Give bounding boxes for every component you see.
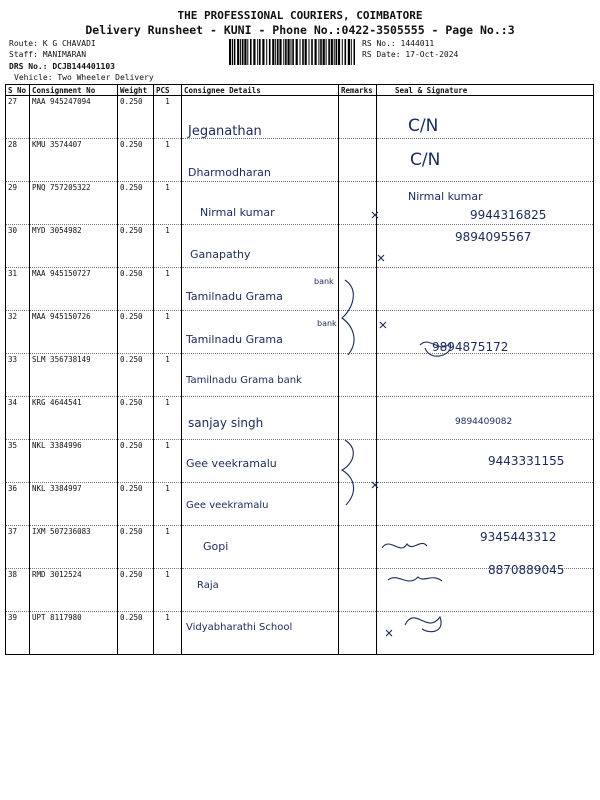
cell-weight: 0.250 — [118, 354, 154, 397]
handwritten-signature: 9443331155 — [488, 454, 565, 468]
cell-consignment-no: NKL 3384996 — [30, 440, 118, 483]
company-title: THE PROFESSIONAL COURIERS, COIMBATORE — [177, 9, 423, 22]
cell-weight: 0.250 — [118, 397, 154, 440]
cell-remarks — [339, 354, 377, 397]
cell-sno: 37 — [6, 526, 30, 569]
handwritten-signature: 9894095567 — [455, 230, 532, 244]
cell-sno: 29 — [6, 182, 30, 225]
cell-consignment-no: MAA 945247094 — [30, 96, 118, 139]
cell-sno: 27 — [6, 96, 30, 139]
cell-signature — [377, 483, 594, 526]
cell-sno: 32 — [6, 311, 30, 354]
table-header-row — [6, 85, 594, 96]
handwritten-consignee: sanjay singh — [188, 416, 264, 430]
cell-remarks — [339, 225, 377, 268]
cell-sno: 36 — [6, 483, 30, 526]
cell-weight: 0.250 — [118, 569, 154, 612]
handwritten-signature: Nirmal kumar — [408, 190, 483, 203]
handwritten-signature: C/N — [408, 116, 439, 136]
handwritten-consignee: Tamilnadu Grama — [186, 333, 283, 346]
handwritten-signature: 9894409082 — [455, 417, 513, 427]
cell-pcs: 1 — [154, 354, 182, 397]
cell-consignment-no: KMU 3574407 — [30, 139, 118, 182]
handwritten-signature: 9944316825 — [470, 208, 547, 222]
cell-consignment-no: KRG 4644541 — [30, 397, 118, 440]
col-header-pcs: PCS — [154, 85, 182, 96]
cell-sno: 33 — [6, 354, 30, 397]
handwritten-consignee: Tamilnadu Grama bank — [186, 375, 302, 386]
handwritten-consignee: Raja — [197, 580, 219, 591]
handwritten-consignee: Gee veekramalu — [186, 457, 277, 470]
cell-sno: 30 — [6, 225, 30, 268]
col-header-signature: Seal & Signature — [377, 85, 594, 96]
handwritten-consignee: Vidyabharathi School — [186, 622, 293, 633]
cell-remarks — [339, 311, 377, 354]
cell-pcs: 1 — [154, 268, 182, 311]
handwritten-signature: 9894875172 — [432, 340, 509, 354]
table-row — [6, 139, 594, 182]
handwritten-consignee: bank — [314, 277, 334, 286]
col-header-weight: Weight — [118, 85, 154, 96]
cell-pcs: 1 — [154, 569, 182, 612]
handwritten-consignee: bank — [317, 319, 337, 328]
vehicle-info: Vehicle: Two Wheeler Delivery — [14, 73, 154, 82]
cell-consignment-no: MAA 945150726 — [30, 311, 118, 354]
cell-remarks — [339, 397, 377, 440]
cell-signature — [377, 612, 594, 655]
cell-remarks — [339, 182, 377, 225]
cell-remarks — [339, 483, 377, 526]
cell-pcs: 1 — [154, 440, 182, 483]
cell-consignment-no: RMD 3012524 — [30, 569, 118, 612]
cell-weight: 0.250 — [118, 139, 154, 182]
cell-weight: 0.250 — [118, 526, 154, 569]
route-info: Route: K G CHAVADI — [9, 39, 96, 48]
col-header-consignment: Consignment No — [30, 85, 118, 96]
handwritten-consignee: Ganapathy — [190, 248, 251, 261]
cell-weight: 0.250 — [118, 483, 154, 526]
cell-consignment-no: MYD 3054982 — [30, 225, 118, 268]
cell-weight: 0.250 — [118, 311, 154, 354]
staff-info: Staff: MANIMARAN — [9, 50, 87, 59]
cell-remarks — [339, 440, 377, 483]
cell-consignment-no: MAA 945150727 — [30, 268, 118, 311]
cell-remarks — [339, 612, 377, 655]
cell-pcs: 1 — [154, 311, 182, 354]
handwritten-signature: C/N — [410, 150, 441, 170]
handwritten-consignee: Nirmal kumar — [200, 206, 275, 219]
cell-sno: 34 — [6, 397, 30, 440]
cell-weight: 0.250 — [118, 96, 154, 139]
cell-sno: 31 — [6, 268, 30, 311]
handwritten-consignee: Gee veekramalu — [186, 500, 269, 511]
barcode — [229, 39, 355, 65]
col-header-consignee: Consignee Details — [182, 85, 339, 96]
col-header-remarks: Remarks — [339, 85, 377, 96]
cell-consignee — [182, 268, 339, 311]
cell-weight: 0.250 — [118, 440, 154, 483]
handwritten-consignee: Gopi — [203, 540, 229, 553]
cell-pcs: 1 — [154, 96, 182, 139]
handwritten-consignee: Dharmodharan — [188, 166, 271, 179]
runsheet-subtitle: Delivery Runsheet - KUNI - Phone No.:0422-3505555 - Page No.:3 — [85, 23, 515, 37]
table-row — [6, 96, 594, 139]
cell-remarks — [339, 268, 377, 311]
cell-sno: 39 — [6, 612, 30, 655]
cell-remarks — [339, 96, 377, 139]
cell-consignment-no: SLM 356738149 — [30, 354, 118, 397]
handwritten-consignee: Jeganathan — [188, 124, 262, 139]
cell-pcs: 1 — [154, 483, 182, 526]
handwritten-signature: 9345443312 — [480, 530, 557, 544]
handwritten-consignee: Tamilnadu Grama — [186, 290, 283, 303]
table-row — [6, 612, 594, 655]
cell-pcs: 1 — [154, 139, 182, 182]
table-row — [6, 268, 594, 311]
cell-consignee — [182, 225, 339, 268]
cell-weight: 0.250 — [118, 612, 154, 655]
cell-pcs: 1 — [154, 182, 182, 225]
cell-pcs: 1 — [154, 526, 182, 569]
cell-sno: 35 — [6, 440, 30, 483]
cell-remarks — [339, 526, 377, 569]
cell-pcs: 1 — [154, 397, 182, 440]
col-header-sno: S No — [6, 85, 30, 96]
cell-pcs: 1 — [154, 225, 182, 268]
cell-pcs: 1 — [154, 612, 182, 655]
cell-consignee — [182, 311, 339, 354]
drs-number: DRS No.: DCJB144401103 — [9, 62, 115, 71]
cell-remarks — [339, 569, 377, 612]
cell-weight: 0.250 — [118, 268, 154, 311]
cell-sno: 28 — [6, 139, 30, 182]
cell-weight: 0.250 — [118, 182, 154, 225]
cell-consignee — [182, 612, 339, 655]
cell-remarks — [339, 139, 377, 182]
rs-date: RS Date: 17-Oct-2024 — [362, 50, 459, 59]
cell-consignment-no: PNQ 757205322 — [30, 182, 118, 225]
rs-number: RS No.: 1444011 — [362, 39, 435, 48]
cell-consignment-no: UPT 8117980 — [30, 612, 118, 655]
table-row — [6, 483, 594, 526]
cell-sno: 38 — [6, 569, 30, 612]
handwritten-signature: 8870889045 — [488, 563, 565, 577]
cell-weight: 0.250 — [118, 225, 154, 268]
cell-signature — [377, 354, 594, 397]
cell-consignment-no: NKL 3384997 — [30, 483, 118, 526]
cell-signature — [377, 268, 594, 311]
cell-consignment-no: IXM 507236083 — [30, 526, 118, 569]
